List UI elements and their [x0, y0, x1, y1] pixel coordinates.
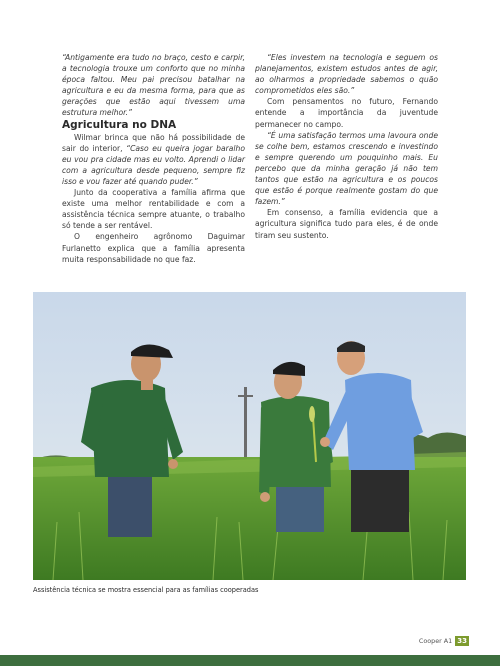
body-paragraph: O engenheiro agrônomo Daguimar Furlanetto explica que a família apresenta muita responsabilidade no que faz.	[62, 232, 245, 264]
page-number: 33	[457, 637, 467, 645]
section-subheading: Agricultura no DNA	[62, 118, 177, 131]
quote-paragraph: “Antigamente era tudo no braço, cesto e carpir, a tecnologia trouxe um conforto que no minha época faltou. Meu pai precisou batalhar na agricultura e eu da mesma forma, para que as gerações que estão aqui tivessem uma estrutura melhor.”	[62, 53, 245, 118]
page-footer	[419, 636, 469, 646]
body-paragraph: Com pensamentos no futuro, Fernando entende a importância da juventude permanecer no campo.	[255, 97, 438, 129]
field-photo	[33, 292, 466, 580]
footer-bar	[0, 655, 500, 666]
right-column	[255, 52, 438, 241]
body-paragraph: Em consenso, a família evidencia que a agricultura significa tudo para eles, é de onde tiram seu sustento.	[255, 208, 438, 240]
field-photo-illustration	[33, 292, 466, 580]
body-paragraph: Junto da cooperativa a família afirma que existe uma melhor rentabilidade e com a assistência técnica sempre atuante, o trabalho só tende a ser rentável.	[62, 188, 245, 231]
magazine-name: Cooper A1	[418, 637, 453, 645]
body-paragraph	[62, 132, 245, 187]
photo-caption: Assistência técnica se mostra essencial para as famílias cooperadas	[33, 586, 259, 594]
body-text: Wilmar brinca que não há possibilidade de sair do interior,	[62, 132, 245, 153]
quote-paragraph: “É uma satisfação termos uma lavoura onde se colhe bem, estamos crescendo e investindo e sempre querendo um pouquinho mais. Eu percebo que da minha geração já não tem tantos que estão na agricultura e os poucos que estão é porque realmente gostam do que fazem.”	[255, 130, 438, 207]
quote-text: “Caso eu queira jogar baralho eu vou pra cidade mas eu volto. Aprendi o lidar com a agricultura desde pequeno, sempre fiz isso e vou fazer até quando puder.”	[62, 143, 245, 186]
quote-paragraph: “Eles investem na tecnologia e seguem os planejamentos, existem estudos antes de agir, ao olharmos a propriedade sabemos o quão comprometidos eles são.”	[255, 53, 438, 96]
left-column	[62, 52, 245, 265]
